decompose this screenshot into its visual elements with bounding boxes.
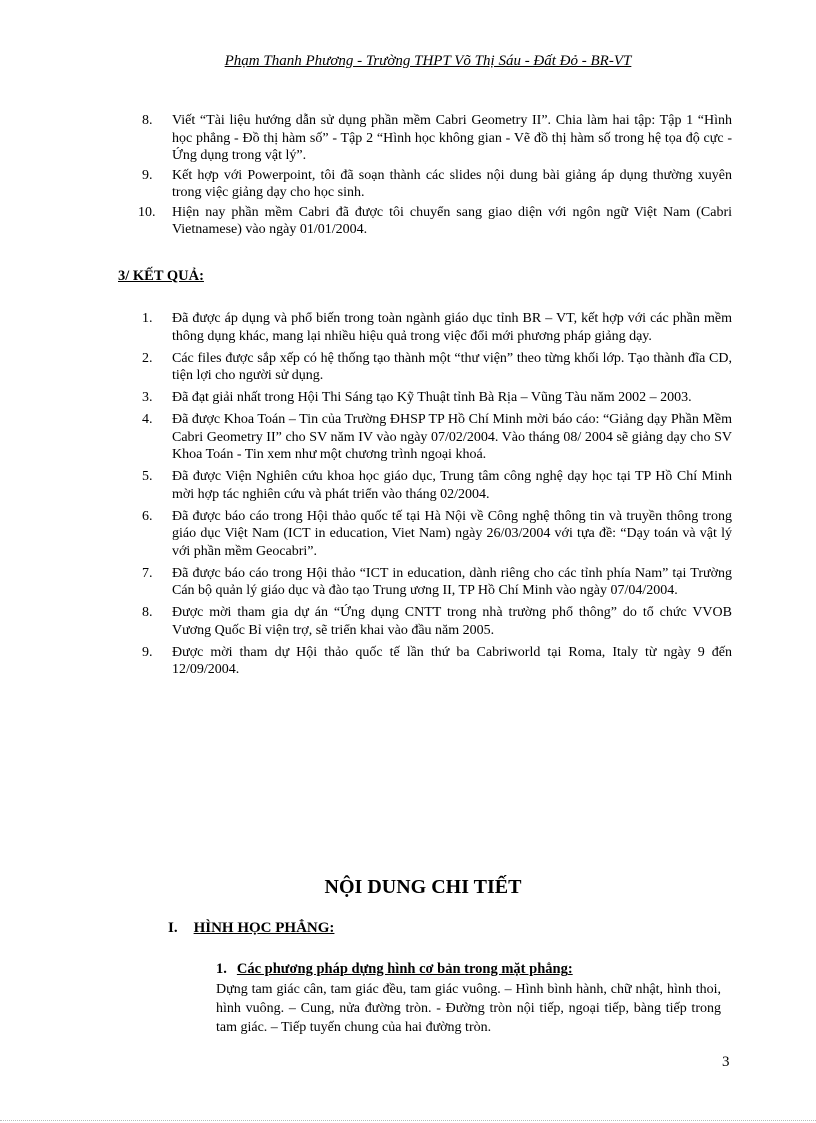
body-paragraph: Dựng tam giác cân, tam giác đều, tam giác vuông. – Hình bình hành, chữ nhật, hình thoi, hình vuông. – Cung, nửa đường tròn. - Đường tròn nội tiếp, ngoại tiếp, bàng tiếp trong tam giác. – Tiếp tuyến chung của hai đường tròn. bbox=[216, 982, 721, 1035]
list-item-number: 9. bbox=[142, 644, 153, 660]
list-item-number: 4. bbox=[142, 412, 153, 427]
list-item-text: Đã được áp dụng và phổ biến trong toàn ngành giáo dục tỉnh BR – VT, kết hợp với các phần mềm thông dụng khác, mang lại nhiều hiệu quả trong việc đổi mới phương pháp giảng dạy. bbox=[172, 311, 732, 344]
list-item bbox=[142, 310, 732, 345]
results-heading: 3/ KẾT QUẢ: bbox=[118, 268, 204, 284]
list-item-text: Hiện nay phần mềm Cabri đã được tôi chuyển sang giao diện với ngôn ngữ Việt Nam (Cabri Vietnamese) vào ngày 01/01/2004. bbox=[172, 204, 732, 237]
list-item bbox=[142, 389, 732, 407]
subsection-label: Các phương pháp dựng hình cơ bản trong mặt phẳng bbox=[236, 961, 568, 977]
list-item-number: 3. bbox=[142, 390, 153, 405]
list-item bbox=[142, 112, 732, 165]
list-item-number: 10. bbox=[138, 204, 156, 220]
list-item-text: Được mời tham dự Hội thảo quốc tế lần thứ ba Cabriworld tại Roma, Italy từ ngày 9 đến 12/09/2004. bbox=[172, 644, 732, 677]
list-item bbox=[142, 604, 732, 639]
list-item-text: Đã được báo cáo trong Hội thảo “ICT in education, dành riêng cho các tỉnh phía Nam” tại Trường Cán bộ quản lý giáo dục và đào tạo Trung ương II, TP Hồ Chí Minh vào ngày 07/04/2004. bbox=[172, 565, 732, 598]
list-item-number: 5. bbox=[142, 469, 153, 484]
list-item-number: 7. bbox=[142, 565, 153, 581]
list-item-text: Được mời tham gia dự án “Ứng dụng CNTT trong nhà trường phổ thông” do tổ chức VVOB Vương Quốc Bỉ viện trợ, sẽ triển khai vào đầu năm 2005. bbox=[172, 605, 732, 638]
page-number: 3 bbox=[722, 1054, 730, 1070]
list-item bbox=[142, 350, 732, 385]
list-item bbox=[142, 167, 732, 202]
list-item-number: 9. bbox=[142, 167, 153, 183]
results-list bbox=[142, 310, 732, 683]
tasks-list bbox=[138, 112, 732, 241]
list-item bbox=[142, 565, 732, 600]
list-item-text: Đã được Khoa Toán – Tin của Trường ĐHSP TP Hồ Chí Minh mời báo cáo: “Giảng dạy Phần Mềm Cabri Geometry II” cho SV năm IV vào ngày 07/02/2004. Vào tháng 08/ 2004 sẽ giảng dạy cho SV Khoa Toán - Tin xem như một chương trình ngoại khoá. bbox=[172, 412, 732, 462]
section-number: I. bbox=[168, 920, 178, 936]
list-item-text: Đã được báo cáo trong Hội thảo quốc tế tại Hà Nội về Công nghệ thông tin và truyền thông trong giáo dục Việt Nam (ICT in education, Viet Nam) ngày 26/03/2004 với tựa đề: “Dạy toán và vật lý với phần mềm Geocabri”. bbox=[172, 508, 732, 559]
section-label: HÌNH HỌC PHẲNG: bbox=[193, 920, 335, 936]
list-item-text: Đã đạt giải nhất trong Hội Thi Sáng tạo Kỹ Thuật tỉnh Bà Rịa – Vũng Tàu năm 2002 – 2003. bbox=[172, 390, 692, 405]
list-item bbox=[142, 468, 732, 503]
page-bottom-divider bbox=[0, 1120, 816, 1121]
subsection-heading bbox=[216, 961, 573, 978]
list-item-number: 6. bbox=[142, 508, 153, 524]
section-heading bbox=[168, 920, 334, 937]
list-item-text: Đã được Viện Nghiên cứu khoa học giáo dục, Trung tâm công nghệ dạy học tại TP Hồ Chí Minh mời hợp tác nghiên cứu và phát triển vào tháng 02/2004. bbox=[172, 469, 732, 502]
list-item-number: 1. bbox=[142, 311, 153, 326]
page-header: Phạm Thanh Phương - Trường THPT Võ Thị Sáu - Đất Đỏ - BR-VT bbox=[224, 53, 632, 69]
list-item-text: Kết hợp với Powerpoint, tôi đã soạn thành các slides nội dung bài giảng áp dụng thường xuyên trong việc giảng dạy cho học sinh. bbox=[172, 167, 732, 200]
subsection-suffix: : bbox=[567, 961, 573, 977]
main-title: NỘI DUNG CHI TIẾT bbox=[324, 876, 522, 898]
list-item-number: 8. bbox=[142, 113, 153, 128]
list-item bbox=[142, 411, 732, 464]
list-item bbox=[142, 644, 732, 679]
list-item-text: Các files được sắp xếp có hệ thống tạo thành một “thư viện” theo từng khối lớp. Tạo thành đĩa CD, tiện lợi cho người sử dụng. bbox=[172, 350, 732, 383]
list-item-text: Viết “Tài liệu hướng dẫn sử dụng phần mềm Cabri Geometry II”. Chia làm hai tập: Tập 1 “Hình học phẳng - Đồ thị hàm số” - Tập 2 “Hình học không gian - Vẽ đồ thị hàm số trong hệ tọa độ cực - Ứng dụng trong vật lý”. bbox=[172, 113, 732, 163]
list-item bbox=[142, 508, 732, 561]
subsection-number: 1. bbox=[216, 961, 227, 977]
list-item bbox=[138, 204, 732, 239]
list-item-number: 8. bbox=[142, 605, 153, 620]
list-item-number: 2. bbox=[142, 350, 153, 366]
